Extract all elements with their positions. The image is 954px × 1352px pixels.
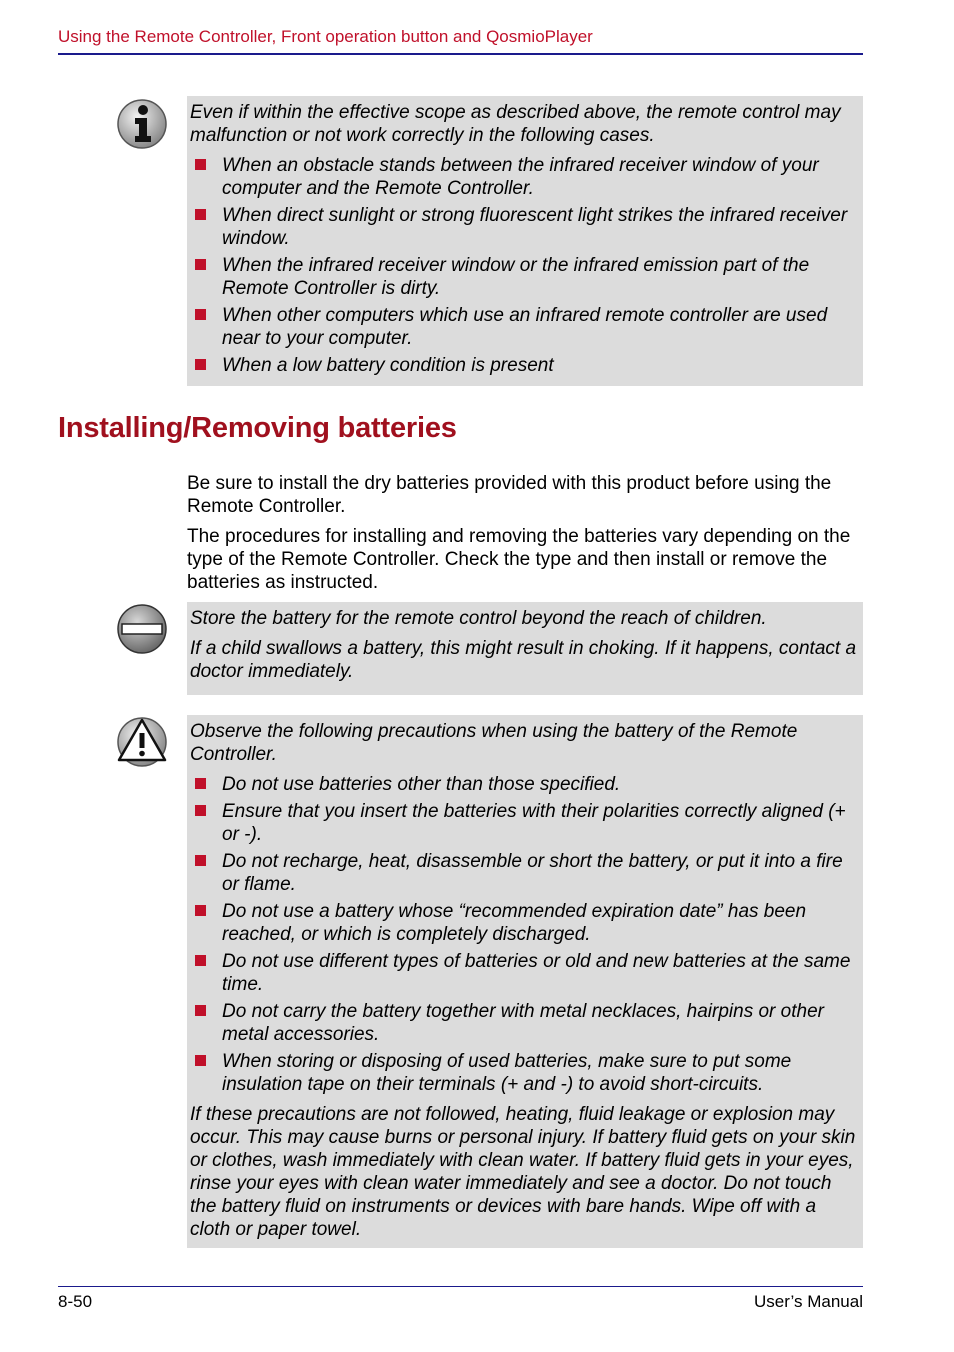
list-item-text: Do not use different types of batteries or old and new batteries at the same time.	[222, 951, 851, 995]
list-item	[190, 354, 857, 377]
list-item	[190, 773, 857, 796]
list-item-text: When an obstacle stands between the infrared receiver window of your computer and the Remote Controller.	[222, 155, 819, 199]
prohibition-icon	[116, 603, 168, 655]
info-note	[187, 96, 863, 386]
square-bullet-icon	[195, 159, 206, 170]
square-bullet-icon	[195, 855, 206, 866]
list-item	[190, 900, 857, 946]
list-item-text: Do not use a battery whose “recommended expiration date” has been reached, or which is completely discharged.	[222, 901, 807, 945]
body-paragraph: The procedures for installing and removing the batteries vary depending on the type of the Remote Controller. Check the type and then install or remove the batteries as instructed.	[187, 526, 851, 593]
list-item-text: Do not recharge, heat, disassemble or short the battery, or put it into a fire or flame.	[222, 851, 843, 895]
list-item-text: Do not use batteries other than those specified.	[222, 774, 621, 795]
page-number: 8-50	[58, 1292, 93, 1311]
list-item-text: When other computers which use an infrared remote controller are used near to your computer.	[222, 305, 828, 349]
square-bullet-icon	[195, 259, 206, 270]
square-bullet-icon	[195, 778, 206, 789]
note-outro: If these precautions are not followed, heating, fluid leakage or explosion may occur. This may cause burns or personal injury. If battery fluid gets on your skin or clothes, wash immediately with clean water. If battery fluid gets in your eyes, rinse your eyes with clean water immediately and see a doctor. Do not touch the battery fluid on instruments or devices with bare hands. Wipe off with a cloth or paper towel.	[190, 1104, 856, 1240]
list-item	[190, 1000, 857, 1046]
footer-rule	[58, 1286, 863, 1287]
list-item-text: Do not carry the battery together with metal necklaces, hairpins or other metal accessories.	[222, 1001, 824, 1045]
warning-note	[187, 715, 863, 1248]
section-heading: Installing/Removing batteries	[58, 412, 457, 444]
list-item-text: When a low battery condition is present	[222, 355, 554, 376]
note-intro: Observe the following precautions when using the battery of the Remote Controller.	[190, 721, 798, 765]
manual-title: User’s Manual	[754, 1292, 863, 1311]
info-icon	[116, 98, 168, 150]
note-list	[190, 154, 857, 377]
list-item	[190, 950, 857, 996]
body-paragraph: Be sure to install the dry batteries provided with this product before using the Remote Controller.	[187, 473, 832, 517]
header-rule	[58, 53, 863, 55]
running-header-title: Using the Remote Controller, Front operation button and QosmioPlayer	[58, 27, 593, 46]
square-bullet-icon	[195, 905, 206, 916]
warning-icon	[116, 716, 168, 768]
list-item-text: When direct sunlight or strong fluorescent light strikes the infrared receiver window.	[222, 205, 848, 249]
list-item	[190, 800, 857, 846]
list-item-text: When the infrared receiver window or the infrared emission part of the Remote Controller is dirty.	[222, 255, 810, 299]
list-item	[190, 204, 857, 250]
caution-note	[187, 602, 863, 695]
square-bullet-icon	[195, 1055, 206, 1066]
list-item	[190, 154, 857, 200]
square-bullet-icon	[195, 1005, 206, 1016]
list-item	[190, 850, 857, 896]
square-bullet-icon	[195, 359, 206, 370]
square-bullet-icon	[195, 209, 206, 220]
note-intro: Even if within the effective scope as described above, the remote control may malfunction or not work correctly in the following cases.	[190, 102, 841, 146]
square-bullet-icon	[195, 805, 206, 816]
note-list	[190, 773, 857, 1096]
square-bullet-icon	[195, 309, 206, 320]
note-paragraph: If a child swallows a battery, this might result in choking. If it happens, contact a doctor immediately.	[190, 638, 857, 682]
list-item-text: Ensure that you insert the batteries with their polarities correctly aligned (+ or -).	[222, 801, 846, 845]
list-item	[190, 254, 857, 300]
note-paragraph: Store the battery for the remote control beyond the reach of children.	[190, 608, 767, 629]
section-body	[187, 472, 863, 601]
list-item	[190, 304, 857, 350]
square-bullet-icon	[195, 955, 206, 966]
list-item-text: When storing or disposing of used batteries, make sure to put some insulation tape on their terminals (+ and -) to avoid short-circuits.	[222, 1051, 792, 1095]
list-item	[190, 1050, 857, 1096]
